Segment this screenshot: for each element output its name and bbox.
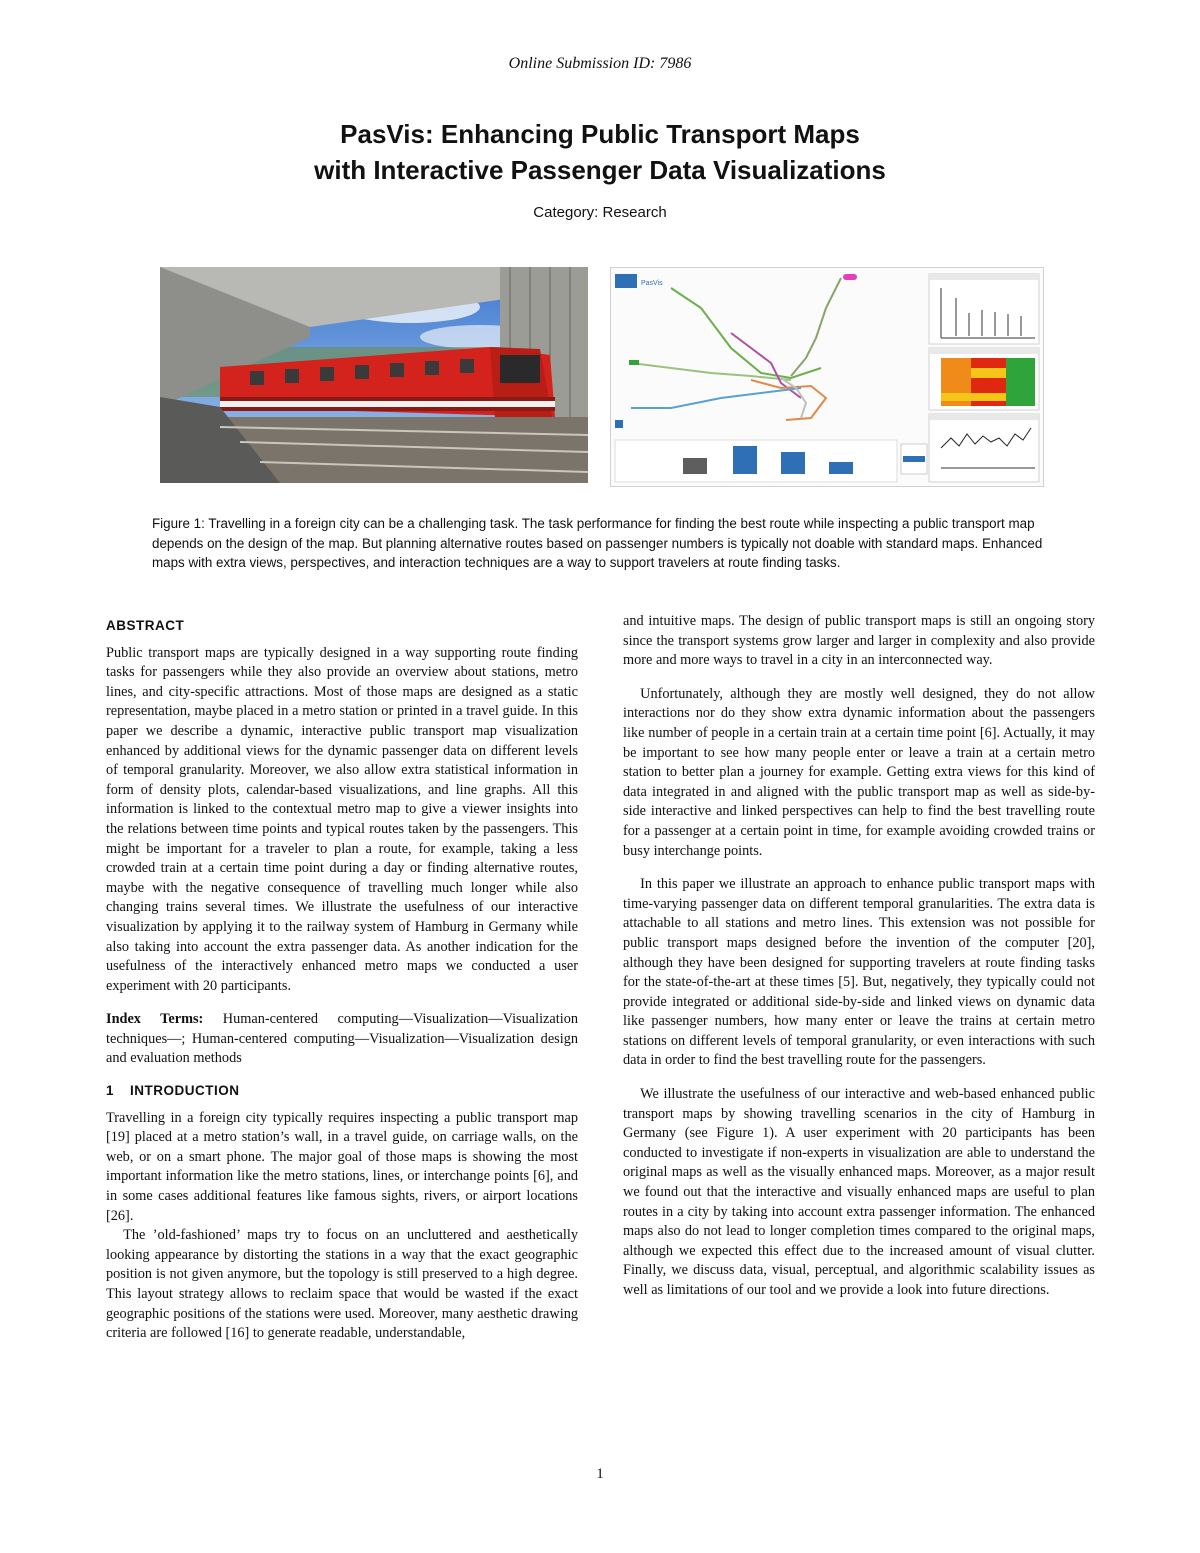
right-column [623, 612, 1095, 1301]
paper-title [0, 116, 1200, 188]
index-terms-label: Index Terms: [106, 1011, 204, 1028]
introduction-heading [106, 1081, 578, 1101]
intro-paragraph-5: In this paper we illustrate an approach to enhance public transport maps with time-varying passenger data on different temporal granularities. The extra data is attachable to all stations and metro lines. This extension was not possible for public transport maps designed before the invention of the computer [20], although they have been designed for supporting travelers at route finding tasks for the state-of-the-art at these times [5]. But, negatively, they typically could not provide integrated or additional side-by-side and linked views on dynamic data like passenger numbers, how many enter or leave the trains at certain metro stations on different levels of temporal granularity, or even interactions with such data in order to find the best travelling route for the passengers. [623, 876, 1095, 1069]
figure-caption: Figure 1: Travelling in a foreign city can be a challenging task. The task performance for finding the best route while inspecting a public transport map depends on the design of the map. But planning alternative routes based on passenger numbers is typically not doable with standard maps. Enhanced maps with extra views, perspectives, and interaction techniques are a way to support travelers at route finding tasks. [152, 516, 1043, 570]
page-number: 1 [596, 1466, 604, 1482]
title-line-1: PasVis: Enhancing Public Transport Maps [340, 119, 860, 149]
pasvis-ui-illustration [611, 268, 1043, 486]
paper-category: Category: Research [533, 204, 667, 221]
index-terms-text: Human-centered computing—Visualization—Visualization techniques—; Human-centered computing—Visualization—Visualization design and evaluation methods [106, 1011, 578, 1067]
intro-paragraph-4: Unfortunately, although they are mostly well designed, they do not allow interactions nor do they show extra dynamic information about the passengers like number of people in a certain train at a certain time point [6]. Actually, it may be important to see how many people enter or leave a train at a certain metro station to better plan a journey for example. Getting extra views for this kind of data integrated in and aligned with the public transport map as well as side-by-side interactive and linked perspectives can help to find the best travelling route for a passenger at a certain point in time, for example avoiding crowded trains or busy interchange points. [623, 685, 1095, 859]
pasvis-app-name: PasVis [641, 280, 663, 287]
train-photo-illustration [160, 267, 588, 483]
introduction-title: INTRODUCTION [130, 1083, 240, 1099]
pasvis-logo-icon [615, 274, 637, 288]
title-line-2: with Interactive Passenger Data Visualizations [314, 155, 886, 185]
intro-paragraph-1: Travelling in a foreign city typically requires inspecting a public transport map [19] placed at a metro station’s wall, in a travel guide, on carriage walls, on the web, or on a smart phone. The major goal of those maps is showing the most important information like the metro stations, lines, or interchange points [6], and in some cases additional features like famous sights, rivers, or airport locations [26]. [106, 1109, 578, 1224]
teaser-pasvis-screenshot [610, 267, 1044, 487]
teaser-train-photo [160, 267, 588, 483]
abstract-heading: ABSTRACT [106, 618, 185, 633]
submission-id: Online Submission ID: 7986 [508, 55, 692, 72]
abstract-text: Public transport maps are typically designed in a way supporting route finding tasks for passengers while they also provide an overview about stations, metro lines, and city-specific attractions. Most of those maps are designed as a static representation, maybe placed in a metro station or printed in a travel guide. In this paper we describe a dynamic, interactive public transport map visualization enhanced by additional views for the dynamic passenger data on different levels of temporal granularity. Moreover, we also allow extra statistical information in form of density plots, calendar-based visualizations, and line graphs. All this information is linked to the contextual metro map to give a viewer insights into the relations between time points and typical routes taken by the passengers. This might be important for a traveler to plan a route, for example, taking a less crowded train at a certain time point during a day or finding alternative routes, maybe with the negative consequence of travelling much longer while also changing trains several times. We illustrate the usefulness of our interactive visualization by applying it to the railway system of Hamburg in Germany while also taking into account the extra passenger data. As another indication for the usefulness of the interactively enhanced metro maps we conducted a user experiment with 20 participants. [106, 644, 578, 994]
index-terms [106, 1010, 578, 1069]
introduction-number: 1 [106, 1083, 115, 1099]
left-column [106, 612, 578, 1344]
intro-paragraph-2: The ’old-fashioned’ maps try to focus on an uncluttered and aesthetically looking appearance by distorting the stations in a way that the exact geographic position is not given anymore, but the topology is still preserved to a high degree. This layout strategy allows to reclaim space that would be wasted if the exact geographic positions of the stations were used. Moreover, many aesthetic drawing criteria are followed [16] to generate readable, understandable, [106, 1227, 578, 1342]
intro-paragraph-6: We illustrate the usefulness of our interactive and web-based enhanced public transport maps by showing travelling scenarios in the city of Hamburg in Germany (see Figure 1). A user experiment with 20 participants has been conducted to investigate if non-experts in visualization are able to understand the original maps as well as the visually enhanced maps. Moreover, as a major result we found out that the interactive and visually enhanced maps are useful to plan routes in a city by taking into account extra passenger information. The enhanced maps also do not lead to longer completion times compared to the original maps, although we expected this effect due to the increased amount of visual clutter. Finally, we discuss data, visual, perceptual, and algorithmic scalability issues as well as limitations of our tool and we provide a look into future directions. [623, 1086, 1095, 1298]
intro-paragraph-3: and intuitive maps. The design of public transport maps is still an ongoing story since the transport systems grow larger and larger in complexity and also provide more and more ways to travel in a city in an interconnected way. [623, 613, 1095, 669]
